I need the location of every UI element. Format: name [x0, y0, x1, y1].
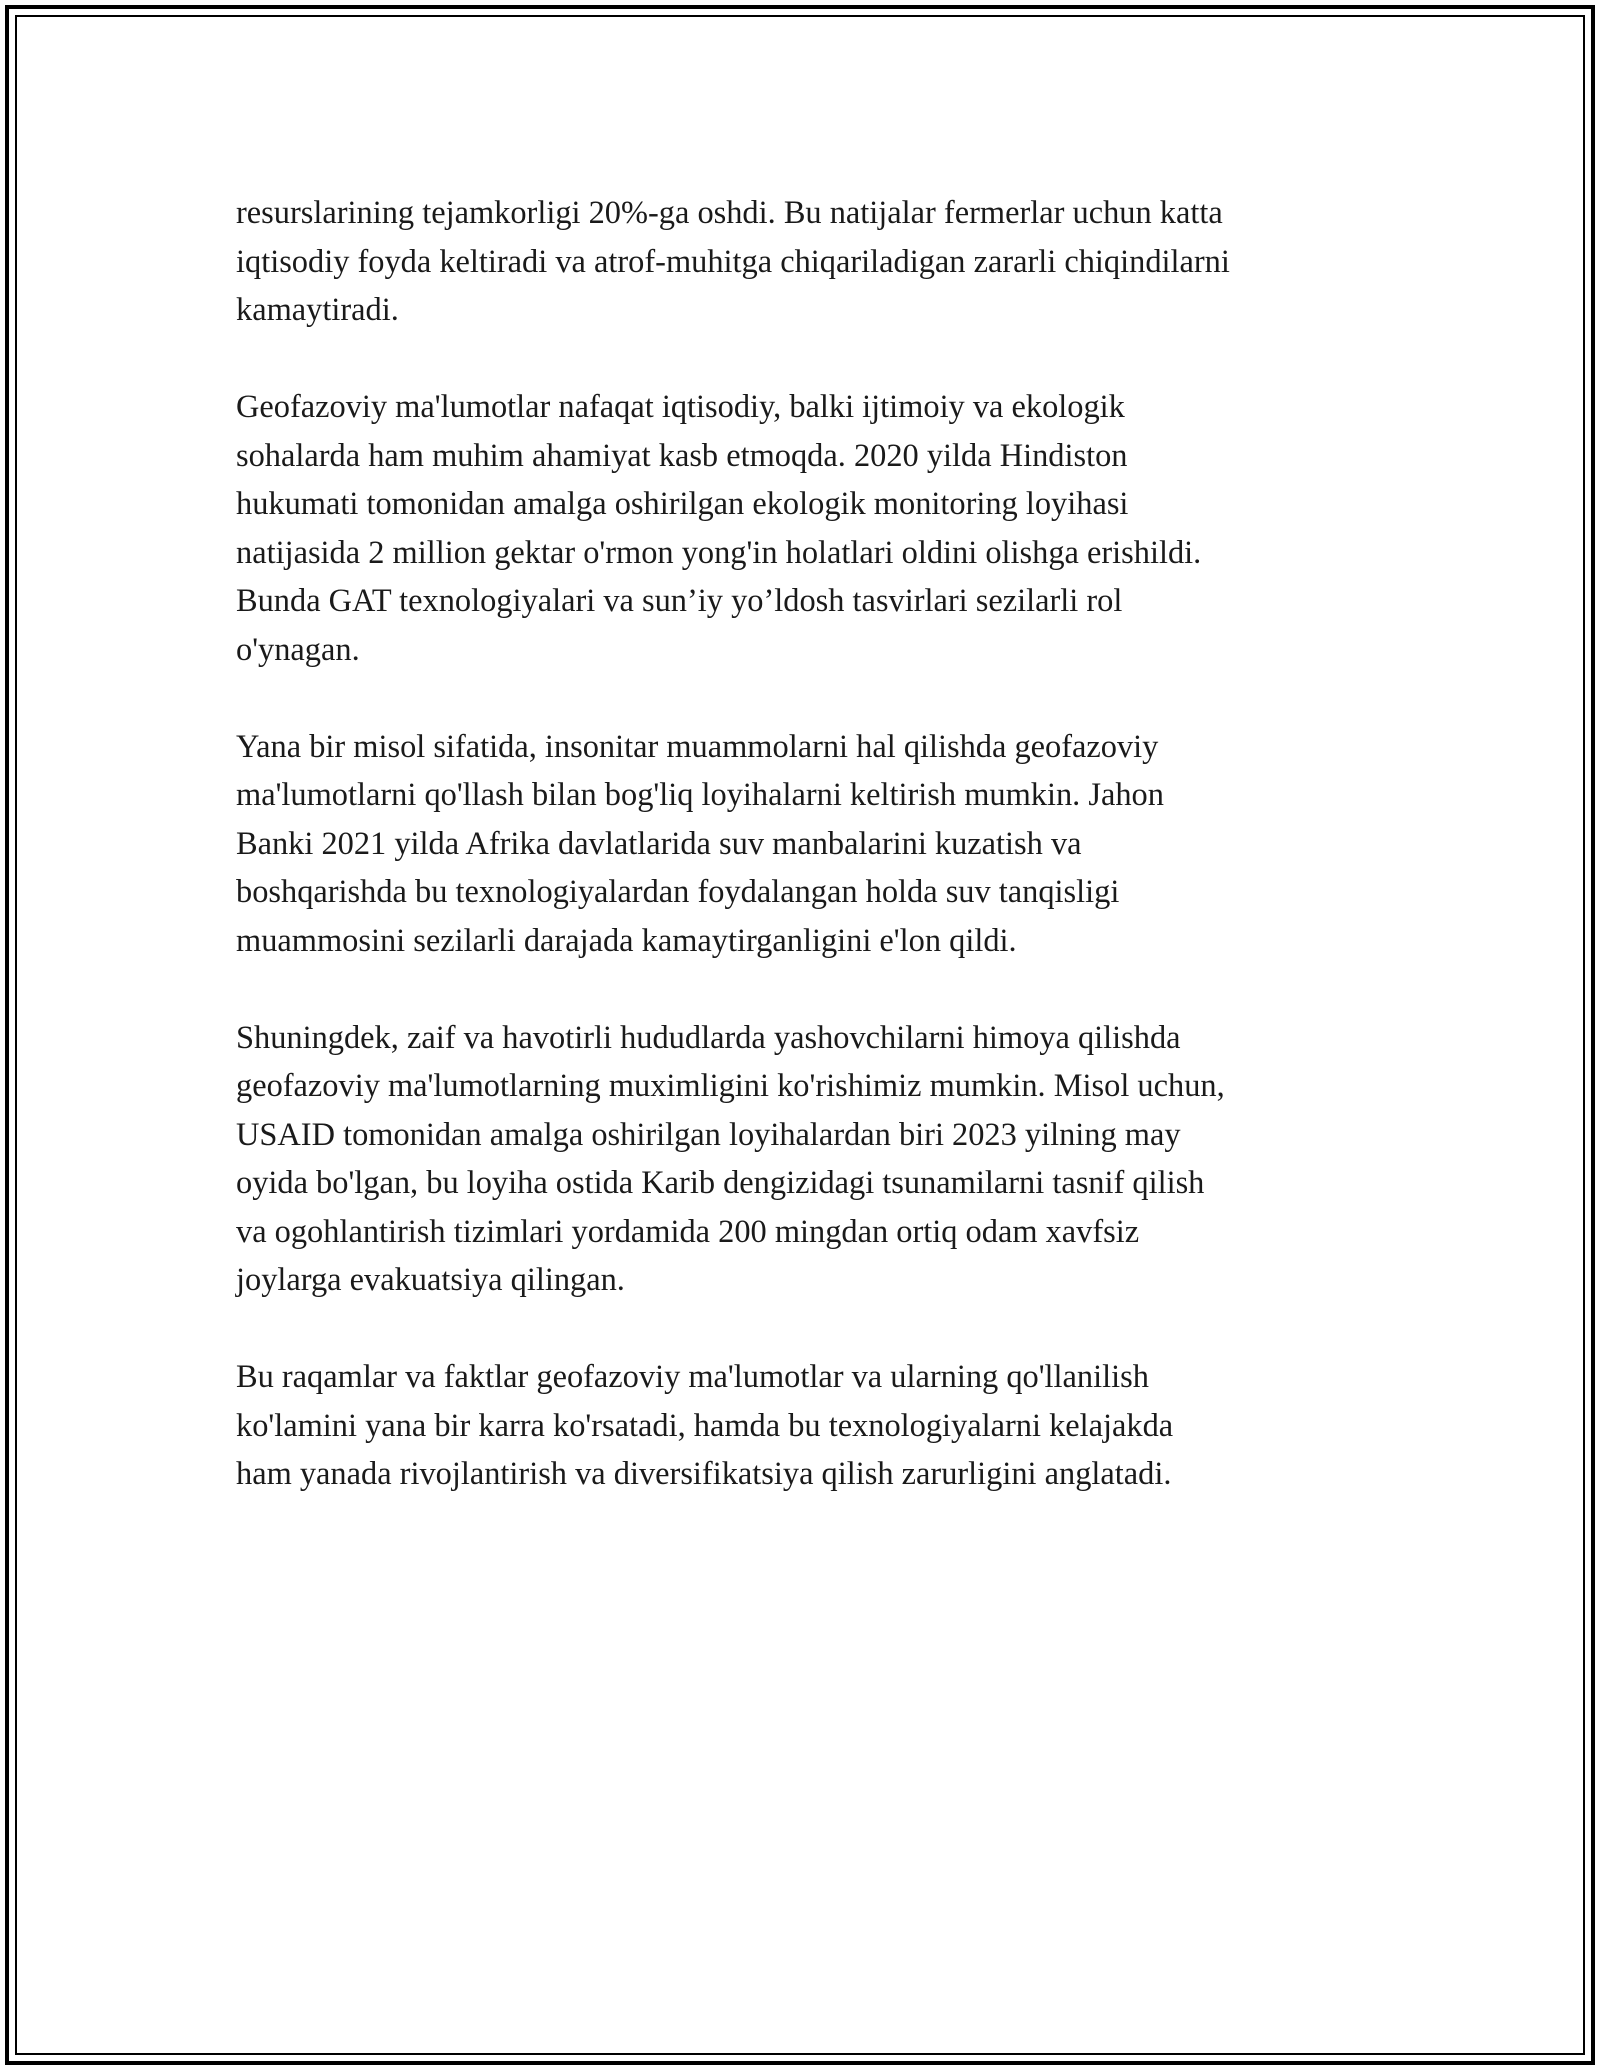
paragraph: Bu raqamlar va faktlar geofazoviy ma'lumotlar va ularning qo'llanilish ko'lamini yana bir karra ko'rsatadi, hamda bu texnologiyalarni kelajakda ham yanada rivojlantirish va diversifikatsiya qilish zarurligini anglatadi. — [236, 1359, 1174, 1492]
paragraph: resurslarining tejamkorligi 20%-ga oshdi. Bu natijalar fermerlar uchun katta iqtisodiy foyda keltiradi va atrof-muhitga chiqariladigan zararli chiqindilarni kamaytiradi. — [236, 195, 1230, 328]
document-body — [236, 189, 1386, 1547]
paragraph: Yana bir misol sifatida, insonitar muammolarni hal qilishda geofazoviy ma'lumotlarni qo'llash bilan bog'liq loyihalarni keltirish mumkin. Jahon Banki 2021 yilda Afrika davlatlarida suv manbalarini kuzatish va boshqarishda bu texnologiyalardan foydalangan holda suv tanqisligi muammosini sezilarli darajada kamaytirganligini e'lon qildi. — [236, 728, 1164, 959]
paragraph: Geofazoviy ma'lumotlar nafaqat iqtisodiy, balki ijtimoiy va ekologik sohalarda ham muhim ahamiyat kasb etmoqda. 2020 yilda Hindiston hukumati tomonidan amalga oshirilgan ekologik monitoring loyihasi natijasida 2 million gektar o'rmon yong'in holatlari oldini olishga erishildi. Bunda GAT texnologiyalari va sun’iy yo’ldosh tasvirlari sezilarli rol o'ynagan. — [236, 389, 1202, 668]
paragraph: Shuningdek, zaif va havotirli hududlarda yashovchilarni himoya qilishda geofazoviy ma'lumotlarning muximligini ko'rishimiz mumkin. Misol uchun, USAID tomonidan amalga oshirilgan loyihalardan biri 2023 yilning may oyida bo'lgan, bu loyiha ostida Karib dengizidagi tsunamilarni tasnif qilish va ogohlantirish tizimlari yordamida 200 mingdan ortiq odam xavfsiz joylarga evakuatsiya qilingan. — [236, 1019, 1225, 1298]
